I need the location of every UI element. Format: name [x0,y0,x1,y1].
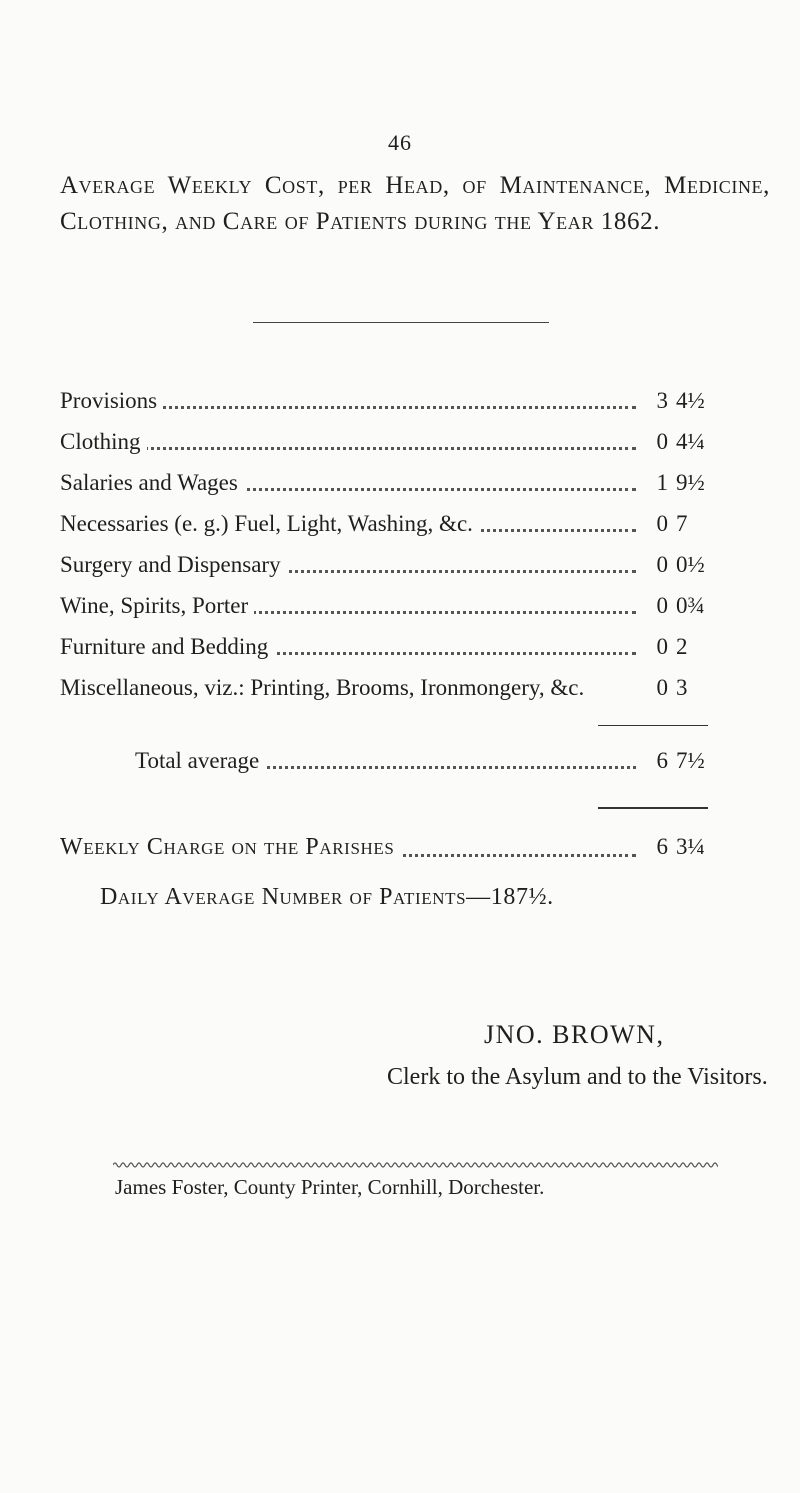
total-row [135,748,720,784]
cost-pence: 0¾ [676,593,705,618]
total-shillings: 6 [638,748,668,774]
cost-label: Clothing [60,429,147,455]
cost-pence: 9½ [676,470,705,495]
page-number: 46 [388,130,412,155]
cost-label: Salaries and Wages [60,470,244,496]
cost-pence: 0½ [676,552,705,577]
cost-row-necessaries [60,503,720,544]
daily-average: Daily Average Number of Patients—187½. [100,884,554,910]
weekly-charge-row [60,834,720,870]
total-rule-top [598,725,708,726]
cost-label: Furniture and Bedding [60,634,274,660]
signature-name: JNO. BROWN, [484,1020,665,1049]
cost-shillings: 0 [638,634,668,660]
cost-shillings: 0 [638,593,668,619]
title-divider [253,322,549,323]
cost-pence: 7 [676,511,688,536]
cost-shillings: 3 [638,388,668,414]
signature-role: Clerk to the Asylum and to the Visitors. [387,1064,768,1090]
cost-label: Surgery and Dispensary [60,552,287,578]
total-pence: 7½ [676,748,705,773]
cost-row-provisions [60,380,720,421]
total-label: Total average [135,748,265,774]
cost-shillings: 0 [638,552,668,578]
cost-table [60,380,720,708]
cost-row-wine [60,585,720,626]
cost-pence: 2 [676,634,688,659]
weekly-charge-shillings: 6 [638,834,668,860]
cost-pence: 3 [676,675,688,700]
cost-pence: 4¼ [676,429,705,454]
cost-shillings: 0 [638,675,668,701]
weekly-charge-label: Weekly Charge on the Parishes [60,834,400,861]
cost-label: Miscellaneous, viz.: Printing, Brooms, Ironmongery, &c. [60,675,590,701]
wavy-rule [113,1160,718,1170]
cost-row-clothing [60,421,720,462]
cost-row-salaries [60,462,720,503]
cost-shillings: 1 [638,470,668,496]
printer-imprint: James Foster, County Printer, Cornhill, Dorchester. [115,1175,545,1199]
cost-pence: 4½ [676,388,705,413]
total-rule-bottom [598,807,708,809]
cost-label: Necessaries (e. g.) Fuel, Light, Washing, &c. [60,511,479,537]
cost-label: Wine, Spirits, Porter [60,593,254,619]
cost-row-miscellaneous [60,667,720,708]
cost-row-surgery [60,544,720,585]
cost-label: Provisions [60,388,163,414]
cost-shillings: 0 [638,511,668,537]
cost-row-furniture [60,626,720,667]
cost-shillings: 0 [638,429,668,455]
weekly-charge-pence: 3¼ [676,834,705,859]
page-title: Average Weekly Cost, per Head, of Maintenance, Medicine, Clothing, and Care of Patients during the Year 1862. [60,172,770,235]
